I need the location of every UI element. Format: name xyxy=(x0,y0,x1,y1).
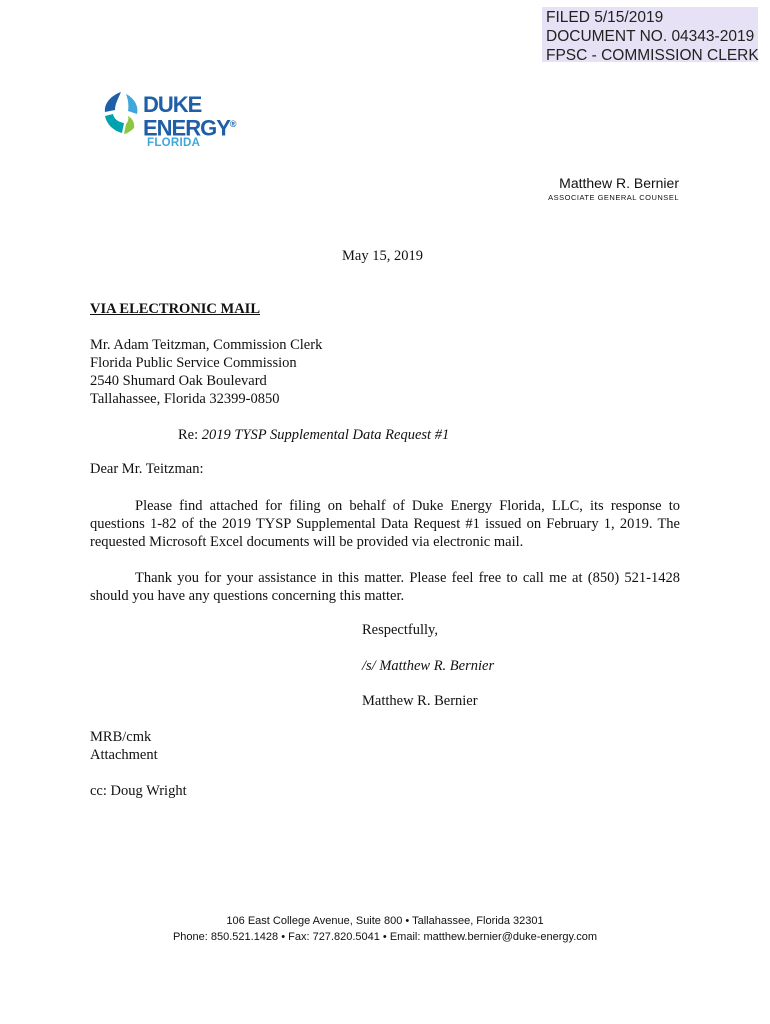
logo-word-duke: DUKE xyxy=(143,92,202,117)
attachment-note: Attachment xyxy=(90,747,158,763)
stamp-filed-date: FILED 5/15/2019 xyxy=(546,9,664,26)
closing-respectfully: Respectfully, xyxy=(362,622,438,638)
delivery-method: VIA ELECTRONIC MAIL xyxy=(90,301,260,317)
body-paragraph-1: Please find attached for filing on behalf of Duke Energy Florida, LLC, its response to questions 1-82 of the 2019 TYSP Supplemental Data Request #1 issued on February 1, 2019. The requested Microsoft Excel documents will be provided via electronic mail. xyxy=(90,498,680,550)
filing-stamp xyxy=(542,7,758,62)
recipient-line-3: 2540 Shumard Oak Boulevard xyxy=(90,373,267,389)
recipient-line-1: Mr. Adam Teitzman, Commission Clerk xyxy=(90,337,323,353)
sender-block xyxy=(548,174,679,204)
stamp-document-number: DOCUMENT NO. 04343-2019 xyxy=(546,28,755,45)
initials: MRB/cmk xyxy=(90,729,152,745)
footer-contact: Phone: 850.521.1428 • Fax: 727.820.5041 • Email: matthew.bernier@duke-energy.com xyxy=(172,931,598,943)
duke-energy-logo-icon xyxy=(100,90,142,136)
sender-title: ASSOCIATE GENERAL COUNSEL xyxy=(548,193,679,202)
closing-signature: /s/ Matthew R. Bernier xyxy=(362,658,495,674)
logo-word-energy: ENERGY® xyxy=(143,115,237,141)
cc-line: cc: Doug Wright xyxy=(90,783,187,799)
letter-date: May 15, 2019 xyxy=(342,248,423,264)
logo-word-florida: FLORIDA xyxy=(147,137,201,149)
duke-energy-logo xyxy=(100,90,240,152)
recipient-line-2: Florida Public Service Commission xyxy=(90,355,297,371)
footer-address: 106 East College Avenue, Suite 800 • Tallahassee, Florida 32301 xyxy=(226,915,544,927)
sender-name: Matthew R. Bernier xyxy=(559,175,679,191)
body-paragraph-2: Thank you for your assistance in this matter. Please feel free to call me at (850) 521-1428 should you have any questions concerning this matter. xyxy=(90,570,680,604)
recipient-line-4: Tallahassee, Florida 32399-0850 xyxy=(90,391,280,407)
re-line xyxy=(178,426,449,444)
re-label: Re: xyxy=(178,427,199,443)
closing-name: Matthew R. Bernier xyxy=(362,693,478,709)
stamp-clerk: FPSC - COMMISSION CLERK xyxy=(546,47,759,64)
salutation: Dear Mr. Teitzman: xyxy=(90,461,204,477)
re-subject: 2019 TYSP Supplemental Data Request #1 xyxy=(201,427,450,443)
